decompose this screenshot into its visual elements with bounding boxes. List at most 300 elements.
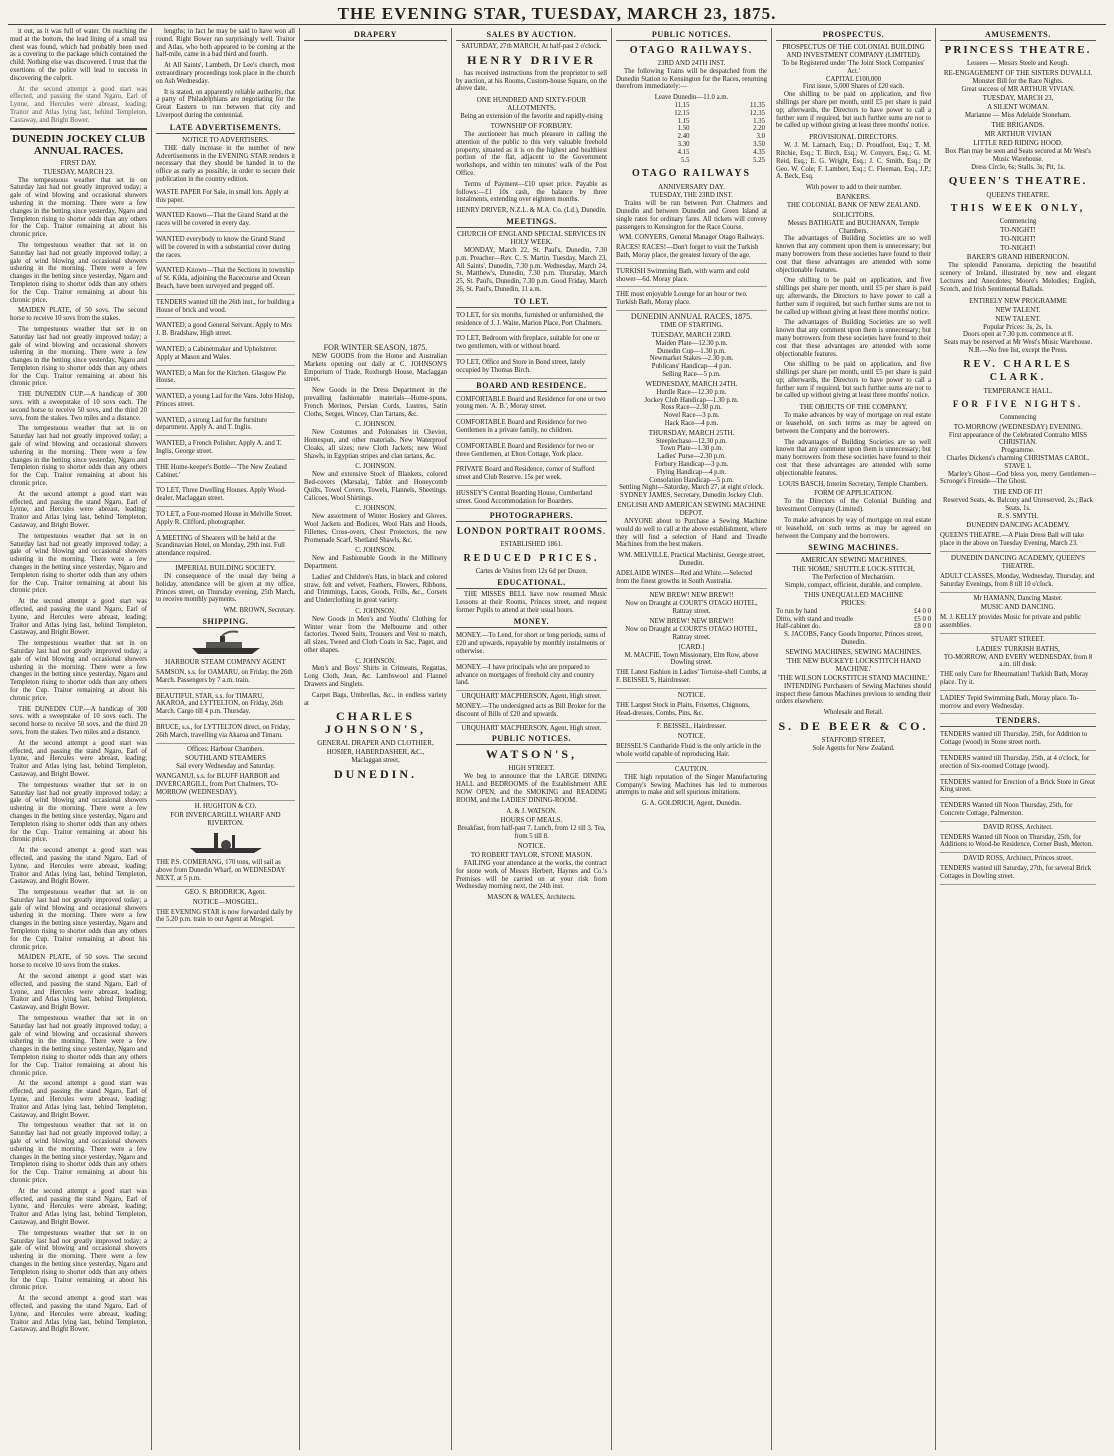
music-dancing: MUSIC AND DANCING.	[980, 603, 1056, 612]
rail-dates: 23RD AND 24TH INST.	[657, 60, 726, 67]
play-title: THE BRIGANDS.	[991, 121, 1045, 130]
new-programme: ENTIRELY NEW PROGRAMME	[969, 296, 1067, 305]
winter-season-heading: FOR WINTER SEASON, 1875.	[323, 343, 428, 352]
macfie-card: M. MACFIE, Town Missionary, Elm Row, above Dowling street.	[624, 651, 759, 667]
notice-advertisers-body: THE daily increase in the number of new Advertisements in the EVENING STAR renders it necessary that they should be handed in to the office as early as possible, in order to secure their publication in the country edition.	[156, 144, 295, 183]
shearers-meeting-ad: A MEETING of Shearers will be held at the Scandinavian Hotel, on Monday, 29th inst. Full attendance required.	[156, 533, 295, 562]
plain-dress-ball: QUEEN'S THEATRE.—A Plain Dress Ball will take place in the above on Tuesday Evening, March 23.	[940, 530, 1096, 552]
classified-ad: WANTED, a French Polisher. Apply A. and T. Inglis, George street.	[156, 438, 295, 460]
column-1	[6, 28, 152, 1450]
race-body: At the second attempt a good start was effected, and passing the stand Ngaro, Earl of Lynne, and Hercules were abreast, leading; Traitor and Atlas lying last, behind Templeton, Castaway, and Bright Bower.	[10, 1080, 147, 1119]
ladies-swimming-bath: LADIES' Tepid Swimming Bath, Moray place. To-morrow and every Wednesday.	[940, 693, 1096, 715]
race-entry: Forbury Handicap—3 p.m.	[654, 461, 729, 469]
tender-ad: TENDERS wanted till Thursday, 25th, for Addition to Cottage (wood) in Stone street north.	[940, 729, 1096, 751]
temperance-hall: TEMPERANCE HALL.	[983, 386, 1053, 395]
bankers-heading: BANKERS.	[836, 192, 871, 201]
form-body: To make advances by way of mortgage on real estate or leasehold, on such terms as may be agreed on between the Company and the borrowers.	[776, 517, 931, 540]
timetable-row	[616, 141, 767, 149]
allotments-heading: ONE HUNDRED AND SIXTY-FOUR ALLOTMENTS,	[476, 96, 587, 113]
card-heading: [CARD.]	[678, 642, 705, 651]
race-entry: Hack Race—4 p.m.	[664, 419, 719, 427]
drapery-paragraph: Men's and Boys' Shirts in Crimeans, Regattas, Long Cloth, Jean, &c. Lambswool and Flannel Drawers and Singlets.	[304, 665, 447, 689]
beissel-ad: BEISSEL'S Cantharide Fluid is the only article in the whole world capable of reproducing Hair.	[616, 741, 767, 763]
ross-signature: DAVID ROSS, Architect.	[983, 823, 1053, 831]
reduced-prices: REDUCED PRICES.	[463, 553, 600, 565]
smyth-signature: R. S. SMYTH.	[997, 512, 1039, 520]
board-ad: HUSSEY'S Central Boarding House, Cumberland street. Good Accommodation for Boarders.	[456, 488, 607, 510]
educational-ad: THE MISSES BELL have now resumed Music Lessons at their Rooms, Princes street, and request former Pupils to attend at their usual hours.	[456, 591, 607, 614]
race-entry: Flying Handicap—4 p.m.	[656, 468, 727, 476]
race-date: TUESDAY, MARCH 23.	[43, 167, 114, 176]
first-issue: First issue, 5,000 Shares of £20 each.	[802, 83, 905, 91]
classified-ad: WASTE PAPER For Sale, in small lots. Apply at this paper.	[156, 187, 295, 209]
johnson-signature: C. JOHNSON.	[355, 463, 396, 471]
meetings-header: MEETINGS.	[456, 217, 607, 228]
race-entry: Selling Race—5 p.m.	[662, 370, 721, 378]
column-6	[772, 28, 936, 1450]
race-entry: Jockey Club Handicap—1.30 p.m.	[644, 396, 739, 404]
allotments-sub: Being an extension of the favorite and rapidly-rising	[460, 113, 603, 121]
race-body: MAIDEN PLATE, of 50 sovs. The second horse to receive 10 sovs from the stakes.	[10, 954, 147, 970]
amusements-header: AMUSEMENTS.	[940, 30, 1096, 41]
vivian-name: MR ARTHUR VIVIAN	[984, 130, 1052, 139]
prospectus-body: One shilling to be paid on application, and five shillings per share per month, until £5 per share is paid up; afterwards, the Directors to have power to call a further sum if required, but such further sums are not to be called up without giving at least three months' notice.	[776, 91, 931, 130]
new-brew-heading: NEW BREW! NEW BREW!!	[649, 617, 734, 626]
board-residence-header: BOARD AND RESIDENCE.	[456, 381, 607, 392]
masthead	[8, 4, 1106, 25]
southland-heading: SOUTHLAND STEAMERS	[184, 754, 267, 763]
directors-list: W. J. M. Larnach, Esq.; D. Proudfoot, Esq.; T. M. Ritchie, Esq.; T. Birch, Esq.; W. Conyers, Esq.; G. M. Reid, Esq.; E. G. Wright, Esq.; J. C. Smith, Esq.; Dr Geo. W. Cole; F. Lambert, Esq.; C. Fleeman, Esq., J.P.; A. Beck, Esq.	[776, 142, 931, 181]
price-row: Ditto, with stand and treadle £5 0 0	[776, 615, 931, 623]
new-talent: NEW TALENT.	[995, 305, 1041, 314]
auctioneer-name: HENRY DRIVER	[467, 52, 596, 67]
timetable-row	[616, 110, 767, 118]
harbour-office: Offices: Harbour Chambers.	[186, 745, 265, 753]
reengagement: RE-ENGAGEMENT OF THE SISTERS DUVALLI.	[943, 68, 1093, 77]
urquhart-signature: URQUHART MACPHERSON, Agent, High street.	[461, 724, 602, 732]
beissel-ad: THE Latest Fashion in Ladies' Tortoise-shell Combs, at F. BEISSEL'S, Hairdresser.	[616, 667, 767, 689]
prospectus-header: PROSPECTUS.	[776, 30, 931, 41]
johnson-signature: C. JOHNSON.	[355, 547, 396, 555]
classified-ad: WANTED, a Cabinetmaker and Upholsterer. Apply at Mason and Wales.	[156, 344, 295, 366]
educational-header: EDUCATIONAL.	[456, 578, 607, 589]
train-time: 1.35	[753, 117, 765, 125]
new-brew-body: Now on Draught at COURT'S OTAGO HOTEL, Rattray street.	[625, 600, 758, 616]
race-body: The tempestuous weather that set in on Saturday last had not greatly improved today; a gale of wind blowing and occasional showers ushering in the morning. There were a few changes in the betting since yesterday, Ngaro and Templeton rising to shorter odds than any others for the Cup. Traitor remaining at about his chronic price.	[10, 425, 147, 488]
leave-dunedin: Leave Dunedin—11.0 a.m.	[654, 94, 729, 102]
timetable-row	[616, 118, 767, 126]
tender-ad: TENDERS Wanted till Noon Thursday, 25th, for Concrete Cottage, Palmerston.	[940, 800, 1096, 822]
drapery-paragraph: New and Fashionable Goods in the Millinery Department.	[304, 555, 447, 570]
train-time: 4.15	[677, 148, 690, 156]
notice-heading: NOTICE.	[677, 732, 706, 741]
dunedin-cup: THE DUNEDIN CUP.—A handicap of 300 sovs. with a sweepstake of 10 sovs each. The second horse to receive 50 sovs, and the third 20 sovs, from the stakes. Two miles and a distance.	[10, 391, 147, 422]
evening-star-notice: THE EVENING STAR is now forwarded daily by the 5.20 p.m. train to our Agent at Mosgiel.	[156, 907, 295, 929]
money-ad: MONEY.—The undersigned acts as Bill Broker for the discount of Bills of £20 and upwards.	[456, 701, 607, 723]
news-paragraph: It is stated, on apparently reliable authority, that a party of Philadelphians are negotiating for the Great Eastern to run between that city and Liverpool during the centennial.	[156, 88, 295, 119]
sewing-depot-heading: ENGLISH AND AMERICAN SEWING MACHINE DEPOT.	[617, 501, 766, 518]
money-ad: MONEY.—I have principals who are prepared to advance on mortgages of freehold city and country land.	[456, 662, 607, 691]
race-entry: Steeplechase—12.30 p.m.	[656, 437, 727, 445]
registered-note: To be Registered under 'The Joint Stock Companies' Act.'	[782, 60, 925, 75]
train-timetable	[616, 102, 767, 164]
train-time: 4.35	[753, 148, 765, 156]
to-let-ad: TO LET, Office and Store in Bond street, lately occupied by Thomas Birch.	[456, 357, 607, 379]
johnson-signature: C. JOHNSON.	[355, 657, 396, 665]
drapery-paragraph: New and extensive Stock of Blankets, colored Bed-covers (Marsala), Tablet and Honeycomb Quilts, Towel Covers, Towels, Flannels, Sheetings, Calicoes, Wool Shirtings.	[304, 471, 447, 502]
paddle-steamer-icon	[186, 829, 266, 855]
church-services: MONDAY, March 22, St. Paul's, Dunedin, 7.30 p.m. Preacher—Rev. C. S. Martin. Tuesday, March 23, All Saints', Dunedin, 7.30 p.m. Wednesday, March 24, St. Matthew's, Dunedin, 7.30 p.m. Thursday, March 25, St. Paul's, Dunedin, 7.30 p.m. Good Friday, March 26, St. Paul's, Dunedin, 11 a.m.	[456, 246, 607, 293]
race-body: The tempestuous weather that set in on Saturday last had not greatly improved today; a gale of wind blowing and occasional showers ushering in the morning. There were a few changes in the betting since yesterday, Ngaro and Templeton rising to shorter odds than any others for the Cup. Traitor remaining at about his chronic price.	[10, 781, 147, 844]
charles-johnson-trade2: HOSIER, HABERDASHER, &C.,	[326, 748, 425, 757]
tender-ad: TENDERS Wanted till Noon on Thursday, 25th, for Additions to Wood-be Residence, Corner Bush, Merton.	[940, 832, 1096, 854]
prospectus-advantages: The advantages of Building Societies are so well known that any comment upon them is unnecessary; but many borrowers from these societies have found to their cost that these advantages are attended with some objectionable features.	[776, 235, 931, 274]
settling-night: Settling Night—Saturday, March 27, at eight o'clock.	[619, 484, 764, 492]
classified-ad: WANTED, a Man for the Kitchen. Glasgow Pie House.	[156, 368, 295, 390]
turkish-bath-ad: TURKISH Swimming Bath, with warm and cold shower—6d. Moray place.	[616, 266, 767, 288]
capital: CAPITAL £100,000	[825, 75, 882, 83]
race-day-3: THURSDAY, MARCH 25TH.	[648, 428, 735, 437]
ladies-turkish-sub: TO-MORROW, AND EVERY WEDNESDAY, from 8 a.m. till dusk.	[943, 653, 1093, 669]
conyers-signature: WM. CONYERS, General Manager Otago Railways.	[618, 234, 765, 242]
train-time: 12.35	[749, 109, 765, 117]
drapery-paragraph: New Goods in Men's and Youths' Clothing for Winter wear from the Melbourne and other factories. Tweed Suits, Trousers and Vest to match, all sizes, Tweed and Cloth Coats in Sac, Paget, and other shapes.	[304, 615, 447, 654]
column-2	[152, 28, 300, 1450]
race-body: The tempestuous weather that set in on Saturday last had not greatly improved today; a gale of wind blowing and occasional showers ushering in the morning. There were a few changes in the betting since yesterday, Ngaro and Templeton rising to shorter odds than any others for the Cup. Traitor remaining at about his chronic price.	[10, 532, 147, 595]
sale-date: SATURDAY, 27th MARCH, At half-past 2 o'clock.	[461, 43, 602, 50]
play-title: LITTLE RED RIDING HOOD.	[973, 139, 1063, 148]
wanganui-ad: WANGANUI, s.s. for BLUFF HARBOR and INVERCARGILL, from Port Chalmers, TO-MORROW (WEDNESDAY).	[156, 771, 295, 800]
to-let-ad: TO LET, Bedroom with fireplace, suitable for one or two gentlemen, with or without board.	[456, 333, 607, 355]
form-body: To the Directors of the Colonial Building and Investment Company (Limited).	[776, 498, 931, 514]
new-brew-heading: NEW BREW! NEW BREW!!	[649, 591, 734, 600]
commencing: Commencing	[999, 413, 1037, 421]
buckeye-machine: 'THE NEW BUCKEYE LOCKSTITCH HAND MACHINE.'	[786, 656, 921, 673]
classified-ad: WANTED everybody to know the Grand Stand will be covered in with a substantial cover during the races.	[156, 234, 295, 263]
benefit: Monster Bill for the Race Nights.	[972, 77, 1064, 85]
drapery-paragraph: NEW GOODS from the Home and Australian Markets opening out daily at C. JOHNSON'S Emporium of Trade, Roxburgh House, Maclaggan street.	[304, 353, 447, 384]
race-day: FIRST DAY.	[60, 158, 97, 167]
tonight: TO-NIGHT!	[1000, 244, 1036, 253]
late-advertisements-header: LATE ADVERTISEMENTS.	[156, 123, 295, 134]
queens-theatre-sub: QUEEN'S THEATRE.	[986, 190, 1050, 199]
dancing-academy: DUNEDIN DANCING ACADEMY.	[966, 521, 1070, 530]
classified-ad: WANTED, a good General Servant. Apply to Mrs J. B. Bradshaw, High street.	[156, 320, 295, 342]
train-time: 12.15	[674, 109, 690, 117]
blank-space	[304, 43, 447, 343]
charles-clark: REV. CHARLES CLARK.	[963, 358, 1073, 383]
wholesale: Wholesale and Retail.	[823, 709, 884, 717]
ship-ad: BRUCE, s.s., for LYTTELTON direct, on Friday, 26th March, travelling via Akaroa and Timaru.	[156, 722, 295, 744]
race-body: The tempestuous weather that set in on Saturday last had not greatly improved today; a gale of wind blowing and occasional showers ushering in the morning. There were a few changes in the betting since yesterday, Ngaro and Templeton rising to shorter odds than any others for the Cup. Traitor remaining at about his chronic price.	[10, 325, 147, 388]
classified-ad: WANTED Known—That the Grand Stand at the races will be covered in every day.	[156, 210, 295, 232]
steamship-icon	[186, 630, 266, 656]
race-body: The tempestuous weather that set in on Saturday last had not greatly improved today; a gale of wind blowing and occasional showers ushering in the morning. There were a few changes in the betting since yesterday, Ngaro and Templeton rising to shorter odds than any others for the Cup. Traitor remaining at about his chronic price.	[10, 1229, 147, 1292]
auction-body: The auctioneer has much pleasure in calling the attention of the public to this very valuable freehold property, situated as it is on the highest and healthiest portion of the flat, adjacent to the Government workshops, and within ten minutes' walk of the Post Office.	[456, 130, 607, 177]
race-entry: Consolation Handicap—5 p.m.	[649, 476, 734, 484]
stuart-street: STUART STREET.	[991, 635, 1045, 643]
goldrich-signature: G. A. GOLDRICH, Agent, Dunedin.	[641, 800, 742, 808]
ladies-turkish-baths: LADIES' TURKISH BATHS,	[976, 644, 1060, 653]
tender-ad: TENDERS wanted till Saturday, 27th, for several Brick Cottages in Dowling street.	[940, 863, 1096, 885]
race-entry: Ladies' Purse—2.30 p.m.	[657, 453, 726, 461]
column-4	[452, 28, 612, 1450]
race-body: At the second attempt a good start was effected, and passing the stand Ngaro, Earl of Lynne, and Hercules were abreast, leading; Traitor and Atlas lying last, behind Templeton, Castaway, and Bright Bower.	[10, 1187, 147, 1226]
timetable-row	[616, 125, 767, 133]
timetable-row	[616, 157, 767, 165]
train-time: 3.0	[756, 133, 765, 141]
drapery-paragraph: New Goods in the Dress Department in the prevailing fashionable materials—Home-spuns, French Merinos, Persian Cords, Lustres, Satin Cloths, Serges, Wincey, Clan Tartans, &c.	[304, 387, 447, 418]
classified-ad: TENDERS wanted till the 26th inst., for building a House of brick and wood.	[156, 297, 295, 319]
stave-body: Marley's Ghost—God bless you, merry Gentlemen—Scrooge's Fireside—The Ghost.	[940, 470, 1096, 486]
beissel-signature: F. BEISSEL, Hairdresser.	[656, 723, 727, 731]
race-body: The tempestuous weather that set in on Saturday last had not greatly improved today; a gale of wind blowing and occasional showers ushering in the morning. There were a few changes in the betting since yesterday, Ngaro and Templeton rising to shorter odds than any others for the Cup. Traitor remaining at about his chronic price.	[10, 1015, 147, 1077]
to-let-ad: TO LET, for six months, furnished or unfurnished, the residence of J. J. Waite, Marion Place, Port Chalmers.	[456, 310, 607, 332]
johnson-signature: C. JOHNSON.	[355, 421, 396, 429]
ross-signature: DAVID ROSS, Architect, Princes street.	[963, 855, 1073, 863]
intending-body: INTENDING Purchasers of Sewing Machines should inspect these famous Machines previous to sending their orders elsewhere.	[776, 682, 931, 706]
seats-reserved: Seats may be reserved at Mr West's Music Warehouse.	[943, 339, 1093, 347]
prices-heading: PRICES:	[841, 600, 866, 608]
ship-ad: BEAUTIFUL STAR, s.s. for TIMARU, AKAROA, and LYTTELTON, on Friday, 26th March. Cargo till 4 p.m. Thursday.	[156, 691, 295, 720]
christmas-carol: Charles Dickens's charming CHRISTMAS CAROL.	[946, 454, 1090, 462]
unequalled-heading: THIS UNEQUALLED MACHINE	[803, 591, 904, 600]
race-day-1: TUESDAY, MARCH 23RD.	[651, 330, 732, 339]
watsons-signature: A. & J. WATSON.	[506, 807, 557, 815]
auctioneer-signature: HENRY DRIVER, N.Z.L. & M.A. Co. (Ld.), Dunedin.	[456, 207, 607, 215]
prospectus-advantages: One shilling to be paid on application, and five shillings per share per month, until £5 per share is paid up; afterwards, the Directors to have power to call a further sum if required, but such further sums are not to be called up without giving at least three months' notice.	[776, 361, 931, 400]
solicitors-name: Messrs BATHGATE and BUCHANAN, Temple Chambers.	[787, 219, 920, 235]
race-body: THE DUNEDIN CUP.—A handicap of 300 sovs. with a sweepstake of 10 sovs each. The second horse to receive 50 sovs, and the third 20 sovs, from the stakes. Two miles and a distance.	[10, 705, 147, 736]
news-paragraph: it out, as it was full of water. On reaching the mud at the bottom, the lead lining of a small tea chest was found, which had probably been used as a covering to the package which contained the child. Nothing else was discovered. I trust that the exertions of the police will lead to success in discovering the culprit.	[10, 28, 147, 82]
ship-ad: SAMSON, s.s. for OAMARU, on Friday, the 26th March. Passengers by 7 a.m. train.	[156, 667, 295, 689]
johnson-signature: C. JOHNSON.	[355, 607, 396, 615]
drapery-paragraph: New Costumes and Polonaises in Cheviot, Homespun, and other materials. New Waterproof Cloaks, all sizes; new Cloth Jackets; new Wool Shawls, in Egyptian stripes and clan tartans, &c.	[304, 429, 447, 460]
anniversary-date: TUESDAY, THE 23RD INST.	[650, 192, 733, 200]
home-perfection: The Perfection of Mechanism.	[812, 574, 895, 582]
race-body: The tempestuous weather that set in on Saturday last had not greatly improved today; a gale of wind blowing and occasional showers ushering in the morning. There were a few changes in the betting since yesterday, Ngaro and Templeton rising to shorter odds than any others for the Cup. Traitor remaining at about his chronic price.	[10, 176, 147, 239]
classified-ad: WANTED, a young Lad for the Vans. John Hislop, Princes street.	[156, 391, 295, 413]
imperial-society-heading: IMPERIAL BUILDING SOCIETY.	[175, 564, 276, 573]
mosgiel-notice-heading: NOTICE—MOSGIEL.	[192, 897, 259, 906]
drapery-header: DRAPERY	[304, 30, 447, 41]
dancing-academy: DUNEDIN DANCING ACADEMY, QUEEN'S THEATRE.	[950, 553, 1086, 570]
tuesday-date: TUESDAY, MARCH 23,	[982, 94, 1054, 103]
shipping-header: SHIPPING.	[156, 617, 295, 628]
public-notices-header: PUBLIC NOTICES.	[456, 734, 607, 745]
commencing: Commencing	[999, 217, 1037, 225]
brodrick-signature: GEO. S. BRODRICK, Agent.	[184, 888, 266, 896]
popular-prices: Popular Prices: 3s, 2s, 1s.	[983, 323, 1053, 331]
sales-auction-header: SALES BY AUCTION.	[456, 30, 607, 41]
turkish-bath-ad: THE most enjoyable Lounge for an hour or two. Turkish Bath, Moray place.	[616, 289, 767, 311]
race-body: The tempestuous weather that set in on Saturday last had not greatly improved today; a gale of wind blowing and occasional showers ushering in the morning. There were a few changes in the betting since yesterday, Ngaro and Templeton rising to shorter odds than any others for the Cup. Traitor remaining at about his chronic price.	[10, 241, 147, 304]
objects-body: To make advances by way of mortgage on real estate or leasehold, on such terms as may be agreed on between the Company and the borrowers.	[776, 412, 931, 435]
classified-ad: WANTED, a strong Lad for the furniture department. Apply A. and T. Inglis.	[156, 415, 295, 437]
london-portrait-rooms: LONDON PORTRAIT ROOMS.	[456, 526, 607, 537]
price-row: Half-cabinet do. £8 0 0	[776, 623, 931, 631]
meals-heading: HOURS OF MEALS.	[500, 816, 563, 825]
power-note: With power to add to their number.	[805, 184, 902, 192]
basch-signature: LOUIS BASCH, Interim Secretary, Temple Chambers.	[778, 480, 929, 488]
prospectus-advantages: The advantages of Building Societies are so well known that any comment upon them is unnecessary; but many borrowers from these societies have found to their cost that these advantages are attended with some objectionable features.	[776, 319, 931, 358]
seat-prices: Dress Circle, 6s; Stalls, 3s; Pit, 1s.	[971, 163, 1065, 171]
end-of-it: THE END OF IT!	[993, 489, 1043, 497]
watsons-body: We beg to announce that the LARGE DINING HALL and BEDROOMS of the Establishment ARE NOW OPEN, and the SMOKING and READING ROOM, and the LADIES' DINING-ROOM.	[456, 773, 607, 804]
news-paragraph: lengths; in fact he may be said to have won all round. Right Bower ran surprisingly well. Traitor and Atlas, who both appeared to be coming at the half-mile, came in a bad third and fourth.	[156, 28, 295, 59]
train-time: 1.50	[677, 125, 690, 133]
maiden-plate: MAIDEN PLATE, of 50 sovs. The second horse to receive 10 sovs from the stakes.	[10, 307, 147, 323]
train-time: 5.25	[753, 156, 765, 164]
drapery-paragraph: New assortment of Winter Hosiery and Gloves, Wool Jackets and Bodices, Wool Hats and Hoods, Fillettes, Cross-overs, Chest Protectors, the new Promenade Scarf, Shetland Shawls, &c.	[304, 513, 447, 544]
kelly-ad: M. J. KELLY provides Music for private and public assemblies.	[940, 612, 1096, 634]
notice-advertisers-heading: NOTICE TO ADVERTISERS.	[182, 135, 269, 144]
five-nights: FOR FIVE NIGHTS.	[952, 398, 1084, 409]
charles-johnson-trade: GENERAL DRAPER AND CLOTHIER,	[317, 739, 434, 748]
lessees: Lessees — Messrs Steele and Keogh.	[967, 60, 1069, 67]
rheumatism-cure: THE only Cure for Rheumatism! Turkish Bath, Moray place. Try it.	[940, 669, 1096, 691]
objects-body: The advantages of Building Societies are so well known that any comment upon them is unnecessary; but many borrowers from these societies have found to their cost that these advantages are attended with some objectionable features.	[776, 438, 931, 477]
james-signature: SYDNEY JAMES, Secretary, Dunedin Jockey Club.	[619, 492, 764, 500]
sole-agents: Sole Agents for New Zealand.	[812, 745, 895, 752]
charles-johnson-address: Maclaggan street,	[351, 757, 400, 765]
race-body: At the second attempt a good start was effected, and passing the stand Ngaro, Earl of Lynne, and Hercules were abreast, leading; Traitor and Atlas lying last, behind Templeton, Castaway, and Bright Bower.	[10, 1295, 147, 1334]
stafford-street: STAFFORD STREET,	[821, 736, 886, 744]
time-of-starting: TIME OF STARTING.	[659, 321, 724, 329]
race-body: At the second attempt a good start was effected, and passing the stand Ngaro, Earl of Lynne, and Hercules were abreast, leading; Traitor and Atlas lying last, behind Templeton, Castaway, and Bright Bower.	[10, 490, 147, 530]
reserved-seats: Reserved Seats, 4s. Balcony and Unreserved, 2s.; Back Seats, 1s.	[942, 496, 1094, 512]
caution-heading: CAUTION.	[674, 764, 709, 773]
sewing-machines-heading: SEWING MACHINES, SEWING MACHINES.	[785, 647, 922, 656]
doors-open: Doors open at 7.30 p.m. commence at 8.	[962, 331, 1074, 339]
hibernicon-body: The splendid Panorama, depicting the beautiful scenery of Ireland, illustrated by new and elegant Lectures and Anecdotes; Moore's Melodies; English, Scotch, and Irish Sentimental Ballads.	[940, 262, 1096, 293]
princess-theatre: PRINCESS THEATRE.	[944, 44, 1092, 56]
stave-heading: STAVE 1.	[1004, 462, 1032, 470]
drapery-paragraph: Ladies' and Children's Hats, in black and colored straw, felt and velvet, Feathers, Flowers, Ribbons, and Trimmings, Laces, Goods, Frills, &c., Corsets and Underclothing in great variety.	[304, 573, 447, 605]
jacobs-signature: S. JACOBS, Fancy Goods Importer, Princes street, Dunedin.	[784, 631, 923, 647]
drapery-paragraph: Carpet Bags, Umbrellas, &c., in endless variety at	[304, 691, 447, 707]
race-entry: Publicans' Handicap—4 p.m.	[651, 363, 732, 371]
directors-heading: PROVISIONAL DIRECTORS.	[809, 133, 898, 142]
prospectus-title: PROSPECTUS OF THE COLONIAL BUILDING AND INVESTMENT COMPANY (LIMITED).	[782, 43, 925, 59]
race-entry: Town Plate—1.30 p.m.	[659, 445, 724, 453]
notice-heading: NOTICE.	[517, 842, 546, 851]
train-time: 2.40	[677, 133, 690, 141]
race-entry: Hurdle Race—12.30 p.m.	[656, 388, 727, 396]
column-7	[936, 28, 1100, 1450]
meals-hours: Breakfast, from half-past 7. Lunch, from 12 till 3. Tea, from 5 till 8.	[457, 825, 606, 841]
watsons-street: HIGH STREET.	[508, 764, 555, 773]
play-title: A SILENT WOMAN.	[987, 103, 1049, 112]
train-time: 11.15	[674, 101, 690, 109]
church-heading: CHURCH OF ENGLAND SPECIAL SERVICES IN HOLY WEEK.	[457, 229, 606, 246]
train-time: 3.50	[753, 140, 765, 148]
news-paragraph: At the second attempt a good start was effected, and passing the stand Ngaro, Earl of Lynne, and Hercules were abreast, leading; Traitor and Atlas lying last, behind Templeton, Castaway, and Bright Bower.	[10, 85, 147, 124]
column-3	[300, 28, 452, 1450]
great-success: Great success of MR ARTHUR VIVIAN.	[961, 85, 1075, 93]
tonight: TO-NIGHT!	[1000, 235, 1036, 244]
dunedin-label: DUNEDIN.	[333, 767, 417, 782]
board-ad: PRIVATE Board and Residence, corner of Stafford street and Club Reserve. 15s per week.	[456, 464, 607, 486]
tomorrow-evening: TO-MORROW (WEDNESDAY) EVENING.	[953, 422, 1083, 431]
sewing-depot-body: ANYONE about to Purchase a Sewing Machine would do well to call at the above establishment, where they will find a selection of Hand and Treadle Machines from the best makers.	[616, 518, 767, 549]
home-shuttle: THE 'HOME,' SHUTTLE LOCK-STITCH,	[792, 565, 915, 574]
southland-sub: Sail every Wednesday and Saturday.	[176, 763, 275, 771]
race-entry: Novel Race—3 p.m.	[663, 412, 720, 420]
anniversary-body: Trains will be run between Port Chalmers and Dunedin and between Dunedin and Green Island at single rates for ordinary fares. All tickets will convey passengers to Kensington for the Race Course.	[616, 200, 767, 231]
train-time: 2.20	[753, 125, 765, 133]
prospectus-advantages: One shilling to be paid on application, and five shillings per share per month, until £5 per share is paid up; afterwards, the Directors to have power to call a further sum if required, but such further sums are not to be called up without giving at least three months' notice.	[776, 277, 931, 316]
divider	[10, 128, 147, 130]
form-heading: FORM OF APPLICATION.	[814, 489, 893, 498]
sewing-machines-header: SEWING MACHINES.	[776, 543, 931, 554]
hamann-signature: Mr HAMANN, Dancing Master.	[973, 594, 1063, 602]
race-entry: Ross Race—2.30 p.m.	[661, 404, 722, 412]
taylor-heading: TO ROBERT TAYLOR, STONE MASON.	[470, 851, 593, 860]
auction-body: has received instructions from the proprietor to sell by auction, at his Rooms, Custom-house Square, on the above date,	[456, 69, 607, 93]
american-sewing: AMERICAN SEWING MACHINES.	[800, 556, 907, 565]
johnson-signature: C. JOHNSON.	[355, 505, 396, 513]
notice-heading: NOTICE.	[677, 690, 706, 699]
classified-ad: WANTED Known—That the Sections in township of St. Kilda, adjoining the Racecourse and Ocean Beach, have been surveyed and pegged off.	[156, 265, 295, 294]
anniversary-day: ANNIVERSARY DAY.	[658, 183, 725, 192]
imperial-society-body: IN consequence of the usual day being a holiday, attendance will be given at my office, Princes street, on Thursday evening, 25th March, to receive monthly payments.	[156, 573, 295, 604]
race-body: At the second attempt a good start was effected, and passing the stand Ngaro, Earl of Lynne, and Hercules were abreast, leading; Traitor and Atlas lying last, behind Templeton, Castaway, and Bright Bower.	[10, 739, 147, 778]
masthead-title: THE EVENING STAR, TUESDAY, MARCH 23, 1875.	[337, 4, 777, 23]
race-entry: Dunedin Cup—1.30 p.m.	[657, 347, 726, 355]
beissel-ad: THE Largest Stock in Plaits, Frisettes, Chignons, Head-dresses, Combs, Pins, &c.	[616, 700, 767, 722]
box-plan: Box Plan may be seen and Seats secured at Mr West's Music Warehouse.	[945, 148, 1091, 163]
no-free-list: N.B.—No free list, except the Press.	[968, 346, 1068, 354]
public-notices-header: PUBLIC NOTICES.	[616, 30, 767, 41]
price-row: To run by hand £4 0 0	[776, 607, 931, 615]
race-body: At the second attempt a good start was effected, and passing the stand Ngaro, Earl of Lynne, and Hercules were abreast, leading; Traitor and Atlas lying last, behind Templeton, Castaway, and Bright Bower.	[10, 598, 147, 637]
harbour-company-heading: HARBOUR STEAM COMPANY AGENT	[165, 658, 286, 667]
to-let-header: TO LET.	[456, 297, 607, 308]
adelaide-wines-ad: ADELAIDE WINES—Red and White.—Selected from the finest growths in South Australia.	[616, 568, 767, 590]
new-talent: NEW TALENT.	[995, 314, 1041, 323]
race-body: The tempestuous weather that set in on Saturday last had not greatly improved today; a gale of wind blowing and occasional showers ushering in the morning. There were a few changes in the betting since yesterday, Ngaro and Templeton rising to shorter odds than any others for the Cup. Traitor remaining at about his chronic price.	[10, 640, 147, 702]
queens-theatre: QUEEN'S THEATRE.	[948, 174, 1088, 187]
money-header: MONEY.	[456, 617, 607, 628]
de-beer-name: S. DE BEER & CO.	[778, 719, 929, 733]
race-entry: Newmarket Stakes—2.30 p.m.	[649, 355, 734, 363]
melville-signature: WM. MELVILLE, Practical Machinist, George street, Dunedin.	[618, 552, 765, 568]
taylor-body: FAILING your attendance at the works, the contract for stone work of Messrs Herbert, Haynes and Co.'s Premises will be carried on at your risk from Wednesday morning next, the 24th inst.	[456, 860, 607, 891]
new-brew-body: Now on Draught at COURT'S OTAGO HOTEL, Rattray street.	[625, 626, 758, 641]
caution-body: THE high reputation of the Singer Manufacturing Company's Sewing Machines has led to numerous attempts to make and sell spurious imitations.	[616, 773, 767, 797]
baker-hibernicon: BAKER'S GRAND HIBERNICON.	[966, 253, 1070, 262]
photographers-header: PHOTOGRAPHERS.	[456, 511, 607, 522]
watsons-name: WATSON'S,	[485, 747, 578, 762]
race-title: DUNEDIN JOCKEY CLUB ANNUAL RACES.	[12, 132, 145, 157]
race-entry: Maiden Plate—12.30 p.m.	[655, 339, 728, 347]
timetable-row	[616, 149, 767, 157]
invercargill-heading: FOR INVERCARGILL WHARF AND RIVERTON.	[170, 811, 281, 828]
tonight: TO-NIGHT!	[1000, 226, 1036, 235]
bank-name: THE COLONIAL BANK OF NEW ZEALAND.	[786, 201, 921, 209]
township-name: TOWNSHIP OF FORBURY.	[490, 121, 573, 130]
classified-ad: TO LET, Three Dwelling Houses. Apply Wood-dealer, Maclaggan street.	[156, 485, 295, 507]
timetable-row	[616, 133, 767, 141]
comerang-ad: THE P.S. COMERANG, 170 tons, will sail as above from Dunedin Wharf, on WEDNESDAY NEXT, at 5 p.m.	[156, 857, 295, 886]
urquhart-signature: URQUHART MACPHERSON, Agent, High street.	[461, 693, 602, 701]
board-ad: COMFORTABLE Board and Residence for two or three Gentlemen, at Elton Cottage, York place.	[456, 441, 607, 463]
timetable-row	[616, 102, 767, 110]
objects-heading: THE OBJECTS OF THE COMPANY.	[799, 403, 908, 412]
carte-prices: Cartes de Visites from 12s 6d per Dozen.	[475, 568, 588, 576]
column-5	[612, 28, 772, 1450]
